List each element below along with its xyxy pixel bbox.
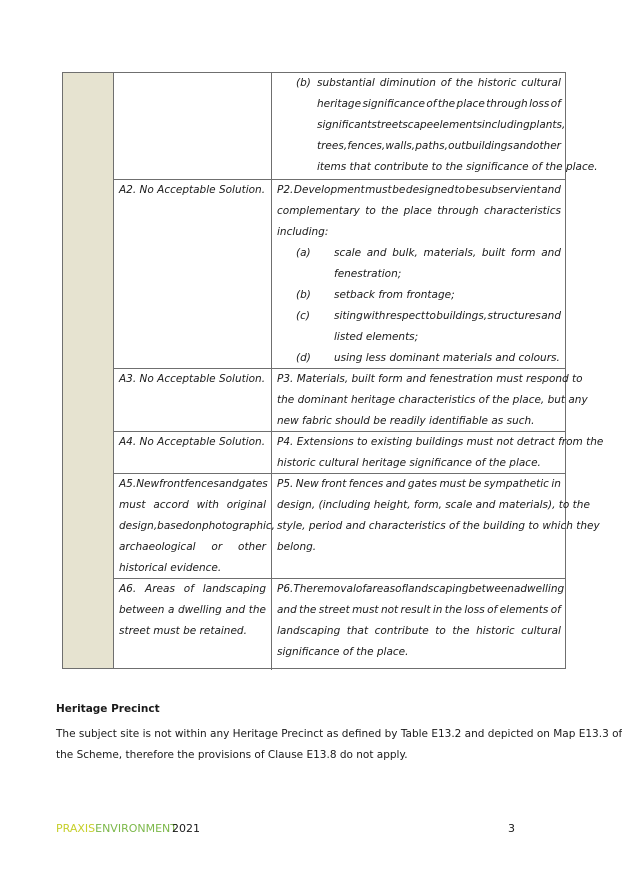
text-line: significant streetscape elements including plants,: [317, 119, 566, 131]
performance-criteria-cell: [272, 474, 600, 578]
acceptable-solution-text: design, based on photographic,: [119, 520, 276, 532]
acceptable-solution-text: archaeological or other: [119, 541, 266, 553]
text-line: trees, fences, walls, paths, outbuildings and other: [317, 140, 561, 152]
list-item-label: (b): [296, 289, 311, 301]
text-line: using less dominant materials and colours.: [334, 352, 560, 364]
performance-criteria-cell: [272, 180, 565, 368]
text-line: scale and bulk, materials, built form and: [334, 247, 561, 259]
acceptable-solution-text: A6. Areas of landscaping: [119, 583, 266, 595]
acceptable-solution-cell: [114, 432, 272, 473]
acceptable-solution-text: street must be retained.: [119, 625, 247, 637]
acceptable-solution-text: A5. New front fences and gates: [119, 478, 268, 490]
table-row: [114, 579, 565, 670]
performance-criteria-cell: [272, 73, 598, 179]
performance-criteria-cell: [272, 432, 604, 473]
section-paragraph-line: the Scheme, therefore the provisions of Clause E13.8 do not apply.: [56, 749, 408, 761]
text-line: P6. The removal of areas of landscaping between a dwelling: [277, 583, 565, 595]
text-line: heritage significance of the place through loss of: [317, 98, 561, 110]
text-line: design, (including height, form, scale and materials), to the: [277, 499, 590, 511]
table-row: [114, 474, 600, 579]
table-row: [114, 180, 565, 369]
footer-brand-part2: ENVIRONMENT: [95, 822, 177, 835]
list-item-label: (c): [296, 310, 310, 322]
list-item-label: (b): [296, 77, 311, 89]
text-line: landscaping that contribute to the historic cultural: [277, 625, 561, 637]
text-line: belong.: [277, 541, 317, 553]
acceptable-solution-cell: [114, 73, 272, 179]
footer-brand: [56, 822, 177, 835]
list-item-label: (d): [296, 352, 311, 364]
text-line: P3. Materials, built form and fenestration must respond to: [277, 373, 583, 385]
acceptable-solution-text: historical evidence.: [119, 562, 222, 574]
table-row: [114, 73, 598, 180]
acceptable-solution-text: between a dwelling and the: [119, 604, 266, 616]
text-line: siting with respect to buildings, structures and: [334, 310, 561, 322]
page-number: 3: [508, 822, 515, 835]
text-line: fenestration;: [334, 268, 402, 280]
acceptable-solution-text: A2. No Acceptable Solution.: [119, 184, 266, 196]
footer-year: 2021: [172, 822, 200, 835]
acceptable-solution-text: A3. No Acceptable Solution.: [119, 373, 266, 385]
performance-criteria-cell: [272, 579, 565, 670]
text-line: P2. Development must be designed to be subservient and: [277, 184, 561, 196]
text-line: P5. New front fences and gates must be sympathetic in: [277, 478, 561, 490]
section-heading: Heritage Precinct: [56, 703, 160, 715]
table-row: [114, 369, 588, 432]
text-line: style, period and characteristics of the building to which they: [277, 520, 600, 532]
text-line: new fabric should be readily identifiable as such.: [277, 415, 535, 427]
text-line: setback from frontage;: [334, 289, 455, 301]
performance-criteria-cell: [272, 369, 588, 431]
list-item-label: (a): [296, 247, 311, 259]
text-line: complementary to the place through characteristics: [277, 205, 561, 217]
section-paragraph-line: The subject site is not within any Heritage Precinct as defined by Table E13.2 and depicted on Map E13.3 of: [56, 728, 622, 740]
text-line: including:: [277, 226, 329, 238]
acceptable-solution-cell: [114, 369, 272, 431]
heritage-table: [62, 72, 604, 669]
acceptable-solution-cell: [114, 180, 272, 368]
text-line: the dominant heritage characteristics of the place, but any: [277, 394, 588, 406]
acceptable-solution-text: A4. No Acceptable Solution.: [119, 436, 266, 448]
acceptable-solution-text: must accord with original: [119, 499, 266, 511]
text-line: significance of the place.: [277, 646, 409, 658]
text-line: P4. Extensions to existing buildings must not detract from the: [277, 436, 604, 448]
text-line: substantial diminution of the historic cultural: [317, 77, 561, 89]
acceptable-solution-cell: [114, 579, 272, 670]
text-line: items that contribute to the significance of the place.: [317, 161, 598, 173]
text-line: and the street must not result in the loss of elements of: [277, 604, 561, 616]
acceptable-solution-cell: [114, 474, 276, 578]
text-line: listed elements;: [334, 331, 419, 343]
text-line: historic cultural heritage significance of the place.: [277, 457, 541, 469]
footer-brand-part1: PRAXIS: [56, 822, 96, 835]
table-row: [114, 432, 604, 474]
table-shaded-column: [63, 73, 114, 668]
